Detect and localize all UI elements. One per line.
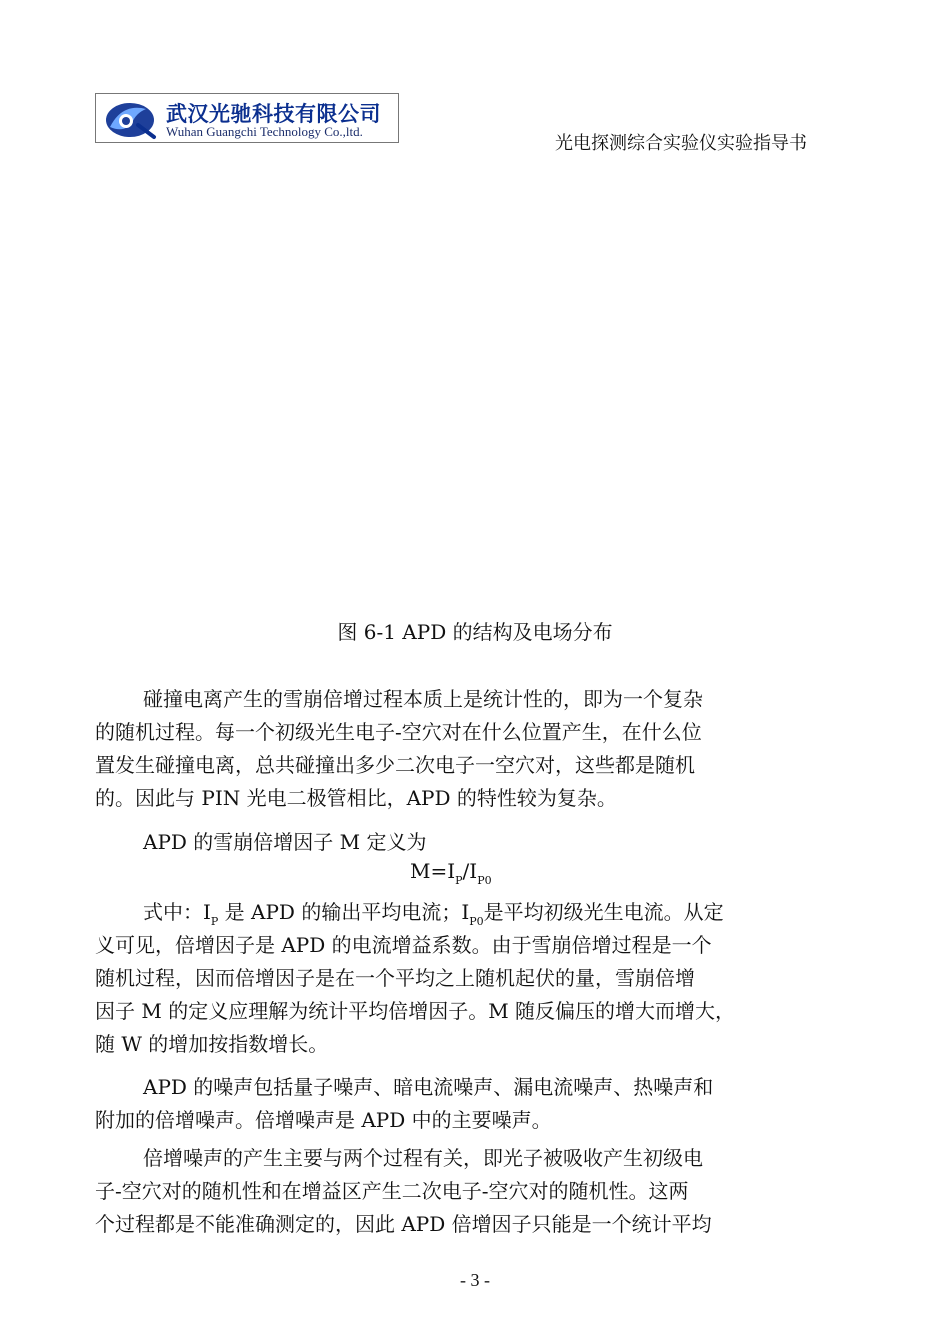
text-line: APD 的雪崩倍增因子 M 定义为 [143, 830, 427, 854]
paragraph-5 [95, 1142, 810, 1241]
logo-emblem-icon [102, 97, 160, 141]
subscript: P [210, 915, 219, 928]
text-line: APD 的噪声包括量子噪声、暗电流噪声、漏电流噪声、热噪声和 [143, 1075, 714, 1099]
text-span: 式中：I [143, 900, 211, 924]
formula-lhs: M=I [410, 859, 456, 883]
text-line: 倍增噪声的产生主要与两个过程有关，即光子被吸收产生初级电 [143, 1146, 703, 1170]
text-span: 是 APD 的输出平均电流；I [218, 900, 470, 924]
text-line: 的随机过程。每一个初级光生电子-空穴对在什么位置产生，在什么位 [95, 720, 702, 744]
paragraph-4 [95, 1071, 810, 1137]
text-line: 义可见，倍增因子是 APD 的电流增益系数。由于雪崩倍增过程是一个 [95, 933, 712, 957]
figure-placeholder [95, 170, 805, 600]
text-line: 附加的倍增噪声。倍增噪声是 APD 中的主要噪声。 [95, 1108, 552, 1132]
logo-company-name-en: Wuhan Guangchi Technology Co.,ltd. [166, 124, 363, 139]
paragraph-1 [95, 683, 810, 815]
formula-sub-p0: P0 [477, 874, 492, 887]
logo-company-name-cn: 武汉光驰科技有限公司 [166, 102, 381, 126]
subscript: P0 [469, 915, 484, 928]
text-line: 置发生碰撞电离，总共碰撞出多少二次电子一空穴对，这些都是随机 [95, 753, 695, 777]
text-line: 随机过程，因而倍增因子是在一个平均之上随机起伏的量，雪崩倍增 [95, 966, 695, 990]
formula-m-definition [410, 859, 492, 887]
paragraph-3 [95, 896, 810, 1061]
text-line: 子-空穴对的随机性和在增益区产生二次电子-空穴对的随机性。这两 [95, 1179, 689, 1203]
text-line: 的。因此与 PIN 光电二极管相比，APD 的特性较为复杂。 [95, 786, 617, 810]
text-line: 随 W 的增加按指数增长。 [95, 1032, 329, 1056]
document-title: 光电探测综合实验仪实验指导书 [555, 133, 807, 154]
company-logo [95, 93, 399, 143]
text-line: 因子 M 的定义应理解为统计平均倍增因子。M 随反偏压的增大而增大， [95, 999, 736, 1023]
page-number: - 3 - [460, 1270, 490, 1290]
formula-slash: /I [462, 859, 478, 883]
text-line: 个过程都是不能准确测定的，因此 APD 倍增因子只能是一个统计平均 [95, 1212, 712, 1236]
text-span: 是平均初级光生电流。从定 [483, 900, 724, 924]
figure-caption: 图 6-1 APD 的结构及电场分布 [337, 620, 613, 644]
formula-sub-p: P [455, 874, 463, 887]
paragraph-2 [95, 826, 810, 859]
text-line [95, 896, 810, 929]
text-line: 碰撞电离产生的雪崩倍增过程本质上是统计性的，即为一个复杂 [143, 687, 703, 711]
